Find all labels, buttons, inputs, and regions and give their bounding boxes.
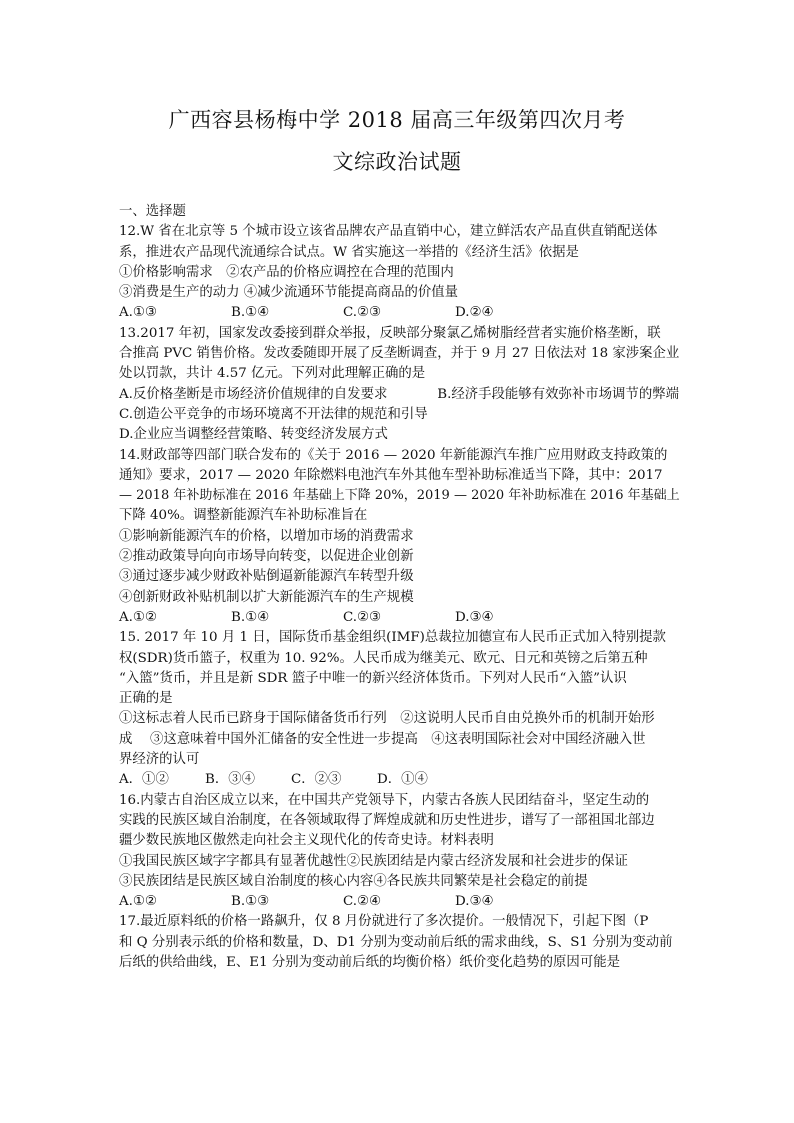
question-text: — 2018 年补助标准在 2016 年基础上下降 20%，2019 — 2020 年补助标准在 2016 年基础上 xyxy=(119,488,680,504)
option-b: B.经济手段能够有效弥补市场调节的弊端 xyxy=(437,386,679,402)
question-text: 疆少数民族地区傲然走向社会主义现代化的传奇史诗。材料表明 xyxy=(119,833,494,849)
question-text: 和 Q 分别表示纸的价格和数量，D、D1 分别为变动前后纸的需求曲线，S、S1 分别为变动前 xyxy=(119,934,673,950)
statement: ①这标志着人民币已跻身于国际储备货币行列 ②这说明人民币自由兑换外币的机制开始形 xyxy=(119,711,655,727)
question-text: 16.内蒙古自治区成立以来，在中国共产党领导下，内蒙古各族人民团结奋斗，坚定生动的 xyxy=(119,792,650,808)
answer-options-ab xyxy=(119,385,679,405)
option-c: C.②③ xyxy=(343,609,382,625)
statement: ②推动政策导向向市场导向转变，以促进企业创新 xyxy=(119,549,414,565)
answer-options xyxy=(119,608,679,628)
option-d: D．①④ xyxy=(377,772,428,788)
question-text: 处以罚款，共计 4.57 亿元。下列对此理解正确的是 xyxy=(119,366,426,382)
option-c: C.②③ xyxy=(343,305,382,321)
option-d: D.企业应当调整经营策略、转变经济发展方式 xyxy=(119,427,388,443)
statement: 界经济的认可 xyxy=(119,752,200,768)
statement: ③消费是生产的动力 ④减少流通环节能提高商品的价值量 xyxy=(119,285,459,301)
question-12 xyxy=(119,222,679,323)
question-text: 系，推进农产品现代流通综合试点。W 省实施这一举措的《经济生活》依据是 xyxy=(119,244,579,260)
question-14 xyxy=(119,446,679,629)
question-text: 13.2017 年初，国家发改委接到群众举报，反映部分聚氯乙烯树脂经营者实施价格垄断，联 xyxy=(119,325,661,341)
statement: ①影响新能源汽车的价格，以增加市场的消费需求 xyxy=(119,528,414,544)
question-text: 通知》要求，2017 — 2020 年除燃料电池汽车外其他车型补助标准适当下降，其中：2017 xyxy=(119,467,663,483)
option-a: A．①② xyxy=(119,772,169,788)
question-text: 后纸的供给曲线，E、E1 分别为变动前后纸的均衡价格）纸价变化趋势的原因可能是 xyxy=(119,954,620,970)
subject-title: 文综政治试题 xyxy=(332,150,462,174)
question-15 xyxy=(119,628,679,790)
option-c: C.②④ xyxy=(343,894,382,910)
statement: ③通过逐步减少财政补贴倒逼新能源汽车转型升级 xyxy=(119,569,414,585)
question-text: 15. 2017 年 10 月 1 日，国际货币基金组织(IMF)总裁拉加德宣布人民币正式加入特别提款 xyxy=(119,630,666,646)
option-a: A.①② xyxy=(119,894,157,910)
option-d: D.③④ xyxy=(455,894,494,910)
statement: ③民族团结是民族区域自治制度的核心内容④各民族共同繁荣是社会稳定的前提 xyxy=(119,873,588,889)
option-a: A.①② xyxy=(119,609,157,625)
school-title: 广西容县杨梅中学 2018 届高三年级第四次月考 xyxy=(168,108,626,132)
option-b: B.①④ xyxy=(231,609,270,625)
answer-options xyxy=(119,892,679,912)
question-text: “入篮”货币，并且是新 SDR 篮子中唯一的新兴经济体货币。下列对人民币“入篮”认识 xyxy=(119,670,627,686)
question-text: 17.最近原料纸的价格一路飙升，仅 8 月份就进行了多次提价。一般情况下，引起下图（P xyxy=(119,914,649,930)
question-text: 下降 40%。调整新能源汽车补助标准旨在 xyxy=(119,508,368,524)
answer-options xyxy=(119,303,679,323)
question-16 xyxy=(119,791,679,913)
option-b: B.①④ xyxy=(231,305,270,321)
question-text: 权(SDR)货币篮子，权重为 10. 92%。人民币成为继美元、欧元、日元和英镑之后第五种 xyxy=(119,650,648,666)
question-13 xyxy=(119,324,679,446)
option-b: B．③④ xyxy=(205,772,256,788)
option-c: C．②③ xyxy=(291,772,342,788)
option-d: D.②④ xyxy=(455,305,494,321)
statement: 成 ③这意味着中国外汇储备的安全性进一步提高 ④这表明国际社会对中国经济融入世 xyxy=(119,731,646,747)
statement: ④创新财政补贴机制以扩大新能源汽车的生产规模 xyxy=(119,589,414,605)
question-text: 14.财政部等四部门联合发布的《关于 2016 — 2020 年新能源汽车推广应用财政支持政策的 xyxy=(119,447,668,463)
answer-options xyxy=(119,770,679,790)
question-text: 正确的是 xyxy=(119,691,173,707)
statement: ①价格影响需求 ②农产品的价格应调控在合理的范围内 xyxy=(119,264,454,280)
option-a: A.反价格垄断是市场经济价值规律的自发要求 xyxy=(119,386,388,402)
question-text: 12.W 省在北京等 5 个城市设立该省品牌农产品直销中心，建立鲜活农产品直供直销配送体 xyxy=(119,224,658,240)
option-c: C.创造公平竞争的市场环境离不开法律的规范和引导 xyxy=(119,406,428,422)
question-body xyxy=(119,202,679,973)
option-a: A.①③ xyxy=(119,305,157,321)
section-heading: 一、选择题 xyxy=(119,204,186,219)
option-d: D.③④ xyxy=(455,609,494,625)
question-17 xyxy=(119,912,679,973)
option-b: B.①③ xyxy=(231,894,270,910)
statement: ①我国民族区域字字都具有显著优越性②民族团结是内蒙古经济发展和社会进步的保证 xyxy=(119,853,628,869)
question-text: 合推高 PVC 销售价格。发改委随即开展了反垄断调查，并于 9 月 27 日依法对 18 家涉案企业 xyxy=(119,346,680,362)
question-text: 实践的民族区域自治制度，在各领域取得了辉煌成就和历史性进步，谱写了一部祖国北部边 xyxy=(119,812,655,828)
